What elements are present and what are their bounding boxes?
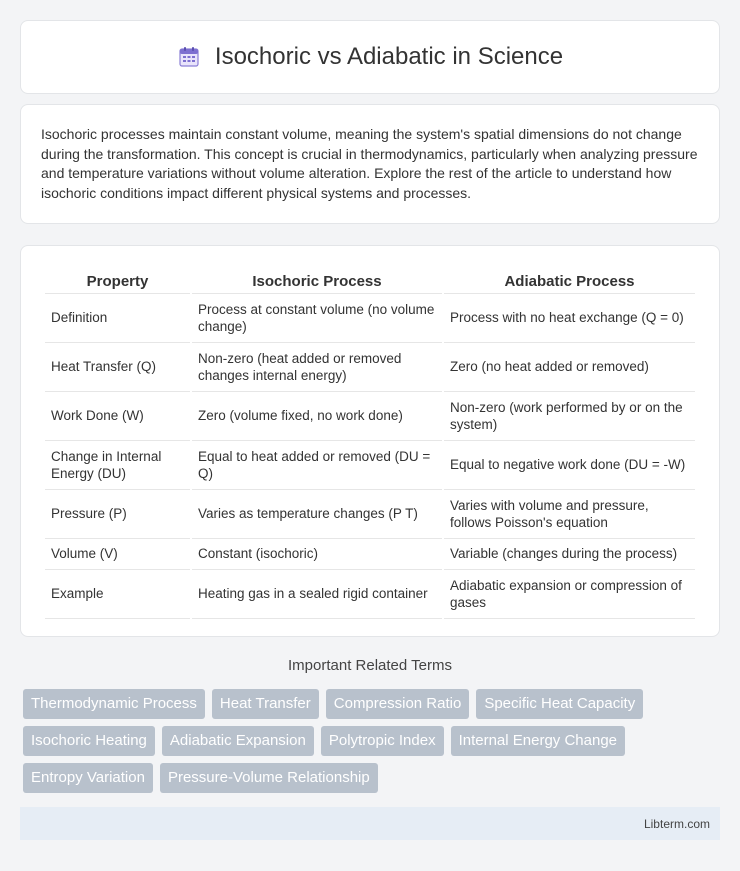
related-term-tag[interactable]: Internal Energy Change xyxy=(451,726,625,756)
table-cell: Varies as temperature changes (P T) xyxy=(192,490,442,539)
header-property: Property xyxy=(45,266,190,294)
intro-paragraph: Isochoric processes maintain constant volume, meaning the system's spatial dimensions do not change during the transformation. This concept is crucial in thermodynamics, particularly when analyzing pressure and temperature variations without volume alteration. Explore the rest of the article to understand how isochoric conditions impact different physical systems and processes. xyxy=(41,126,698,201)
table-cell: Varies with volume and pressure, follows Poisson's equation xyxy=(444,490,695,539)
table-row xyxy=(45,490,695,539)
header-isochoric: Isochoric Process xyxy=(192,266,442,294)
table-cell: Process with no heat exchange (Q = 0) xyxy=(444,294,695,343)
table-cell: Equal to negative work done (DU = -W) xyxy=(444,441,695,490)
table-cell: Work Done (W) xyxy=(45,392,190,441)
calendar-icon xyxy=(177,45,201,69)
table-cell: Volume (V) xyxy=(45,539,190,570)
table-row xyxy=(45,392,695,441)
footer xyxy=(20,807,720,840)
related-term-tag[interactable]: Thermodynamic Process xyxy=(23,689,205,719)
table-cell: Constant (isochoric) xyxy=(192,539,442,570)
intro-card xyxy=(20,104,720,224)
table-cell: Change in Internal Energy (DU) xyxy=(45,441,190,490)
related-term-tag[interactable]: Adiabatic Expansion xyxy=(162,726,314,756)
table-row xyxy=(45,570,695,619)
table-cell: Variable (changes during the process) xyxy=(444,539,695,570)
comparison-table xyxy=(43,266,697,619)
table-cell: Pressure (P) xyxy=(45,490,190,539)
title-wrap xyxy=(177,43,563,71)
table-cell: Zero (volume fixed, no work done) xyxy=(192,392,442,441)
footer-site-link[interactable]: Libterm.com xyxy=(643,816,710,831)
table-cell: Zero (no heat added or removed) xyxy=(444,343,695,392)
table-cell: Heat Transfer (Q) xyxy=(45,343,190,392)
table-cell: Adiabatic expansion or compression of gases xyxy=(444,570,695,619)
related-term-tag[interactable]: Specific Heat Capacity xyxy=(476,689,643,719)
table-cell: Equal to heat added or removed (DU = Q) xyxy=(192,441,442,490)
header-adiabatic: Adiabatic Process xyxy=(444,266,695,294)
table-cell: Non-zero (heat added or removed changes internal energy) xyxy=(192,343,442,392)
title-card xyxy=(20,20,720,94)
related-term-tag[interactable]: Compression Ratio xyxy=(326,689,470,719)
related-term-tag[interactable]: Polytropic Index xyxy=(321,726,444,756)
related-terms-title: Important Related Terms xyxy=(288,657,452,674)
table-row xyxy=(45,343,695,392)
page-title: Isochoric vs Adiabatic in Science xyxy=(214,43,564,70)
table-row xyxy=(45,539,695,570)
related-terms-list xyxy=(23,689,723,793)
related-term-tag[interactable]: Heat Transfer xyxy=(212,689,319,719)
table-cell: Heating gas in a sealed rigid container xyxy=(192,570,442,619)
comparison-table-card xyxy=(20,245,720,637)
table-cell: Process at constant volume (no volume change) xyxy=(192,294,442,343)
table-row xyxy=(45,441,695,490)
related-term-tag[interactable]: Pressure-Volume Relationship xyxy=(160,763,378,793)
related-term-tag[interactable]: Entropy Variation xyxy=(23,763,153,793)
table-cell: Example xyxy=(45,570,190,619)
related-term-tag[interactable]: Isochoric Heating xyxy=(23,726,155,756)
table-cell: Definition xyxy=(45,294,190,343)
table-header-row xyxy=(45,266,695,294)
table-row xyxy=(45,294,695,343)
table-cell: Non-zero (work performed by or on the system) xyxy=(444,392,695,441)
